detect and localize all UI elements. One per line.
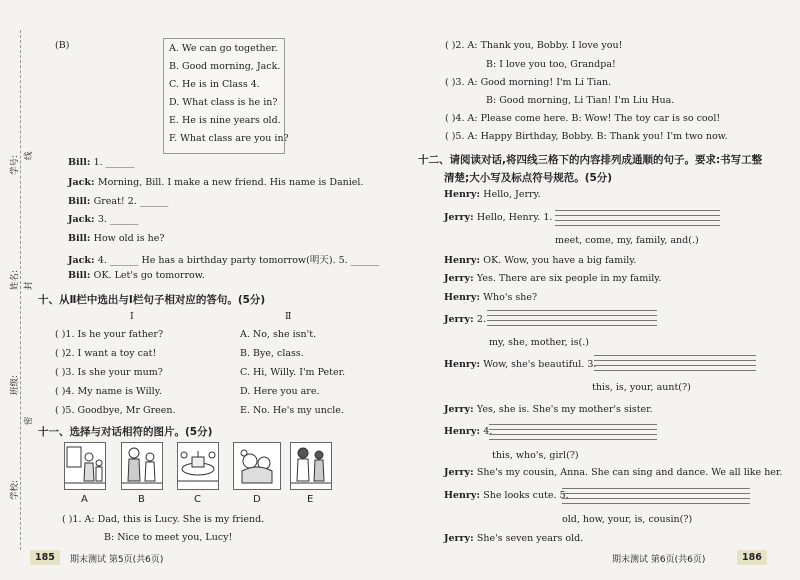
dialog-line bbox=[68, 233, 164, 244]
four-line-grid[interactable] bbox=[594, 351, 756, 371]
speaker-name: Jack: bbox=[68, 177, 98, 188]
picture-label-a: A bbox=[81, 494, 88, 505]
match-question: ( )4. My name is Willy. bbox=[55, 386, 162, 397]
speaker-name: Jerry: bbox=[444, 404, 477, 415]
dialog-line bbox=[444, 490, 569, 501]
footer-left: 期末测试 第5页(共6页) bbox=[70, 555, 164, 565]
dialog-text: Yes, she is. She's my mother's sister. bbox=[476, 404, 653, 415]
four-line-grid[interactable] bbox=[562, 484, 750, 504]
dialog-text: She's seven years old. bbox=[476, 533, 584, 544]
dialog-text: 3. ______ bbox=[97, 214, 139, 225]
dialog-line bbox=[444, 273, 661, 284]
match-answer: B. Bye, class. bbox=[240, 348, 304, 359]
q4-line: ( )4. A: Please come here. B: Wow! The toy car is so cool! bbox=[445, 113, 721, 124]
dialog-text: Hello, Jerry. bbox=[483, 189, 541, 200]
dialog-line bbox=[444, 189, 541, 200]
school-label: 学校: bbox=[10, 480, 20, 500]
dialog-text: Great! 2. ______ bbox=[93, 196, 169, 207]
dialog-line bbox=[444, 255, 636, 266]
page-number-left: 185 bbox=[30, 552, 60, 563]
match-answer: A. No, she isn't. bbox=[240, 329, 317, 340]
speaker-name: Jack: bbox=[68, 255, 98, 266]
dialog-line bbox=[444, 533, 583, 544]
match-question: ( )2. I want a toy cat! bbox=[55, 348, 157, 359]
word-prompt bbox=[592, 382, 691, 393]
q3-line-b: B: Good morning, Li Tian! I'm Liu Hua. bbox=[486, 95, 675, 106]
dialog-line bbox=[444, 359, 596, 370]
section-10-title: 十、从Ⅱ栏中选出与Ⅰ栏句子相对应的答句。(5分) bbox=[38, 294, 266, 306]
dialog-text: 4. bbox=[483, 426, 493, 437]
dialog-text: this, is, your, aunt(?) bbox=[592, 382, 691, 393]
q2-line-a: ( )2. A: Thank you, Bobby. I love you! bbox=[445, 40, 623, 51]
options-box bbox=[163, 38, 289, 154]
footer-right: 期末测试 第6页(共6页) bbox=[612, 555, 706, 565]
dialog-text: 2. bbox=[476, 314, 486, 325]
match-answer: E. No. He's my uncle. bbox=[240, 405, 344, 416]
dialog-text: OK. Let's go tomorrow. bbox=[93, 270, 205, 281]
page-number-right: 186 bbox=[737, 552, 767, 563]
speaker-name: Jack: bbox=[68, 214, 98, 225]
dialog-text: 4. ______ He has a birthday party tomorrow(明天). 5. ______ bbox=[97, 255, 380, 266]
column-i-header: Ⅰ bbox=[130, 311, 134, 322]
picture-a bbox=[64, 442, 106, 490]
dialog-text: Yes. There are six people in my family. bbox=[476, 273, 662, 284]
class-label: 班级: bbox=[10, 375, 20, 395]
option-a: A. We can go together. bbox=[169, 43, 278, 54]
option-c: C. He is in Class 4. bbox=[169, 79, 260, 90]
dialog-text: How old is he? bbox=[93, 233, 165, 244]
dialog-line bbox=[68, 214, 138, 225]
dialog-text: OK. Wow, you have a big family. bbox=[483, 255, 637, 266]
dialog-text: meet, come, my, family, and(.) bbox=[555, 235, 699, 246]
picture-label-e: E bbox=[307, 494, 314, 505]
speaker-name: Bill: bbox=[68, 270, 94, 281]
dialog-text: She looks cute. 5. bbox=[483, 490, 569, 501]
speaker-name: Jerry: bbox=[444, 314, 477, 325]
speaker-name: Jerry: bbox=[444, 533, 477, 544]
speaker-name: Bill: bbox=[68, 157, 94, 168]
q3-line-a: ( )3. A: Good morning! I'm Li Tian. bbox=[445, 77, 612, 88]
q1-line-b: B: Nice to meet you, Lucy! bbox=[104, 532, 233, 543]
picture-label-b: B bbox=[138, 494, 145, 505]
section-11-title: 十一、选择与对话相符的图片。(5分) bbox=[38, 426, 213, 438]
dialog-text: my, she, mother, is(.) bbox=[489, 337, 589, 348]
dialog-line bbox=[68, 157, 134, 168]
picture-d bbox=[233, 442, 281, 490]
dialog-text: this, who's, girl(?) bbox=[492, 450, 579, 461]
match-question: ( )3. Is she your mum? bbox=[55, 367, 163, 378]
speaker-name: Bill: bbox=[68, 196, 94, 207]
match-answer: D. Here you are. bbox=[240, 386, 320, 397]
section-12-subtitle: 清楚;大小写及标点符号规范。(5分) bbox=[444, 172, 613, 184]
four-line-grid[interactable] bbox=[489, 420, 657, 440]
word-prompt bbox=[555, 235, 699, 246]
binding-mark-mi: 密 bbox=[24, 416, 34, 425]
option-b: B. Good morning, Jack. bbox=[169, 61, 281, 72]
dialog-text: She's my cousin, Anna. She can sing and dance. We all like her. bbox=[476, 467, 783, 478]
dialog-text: Wow, she's beautiful. 3. bbox=[483, 359, 597, 370]
dialog-text: Who's she? bbox=[483, 292, 538, 303]
dialog-line bbox=[68, 270, 205, 281]
part-b-label: (B) bbox=[55, 40, 70, 51]
student-id-label: 学号: bbox=[10, 155, 20, 175]
binding-line bbox=[20, 30, 21, 550]
word-prompt bbox=[489, 337, 589, 348]
speaker-name: Jerry: bbox=[444, 212, 477, 223]
dialog-line bbox=[68, 177, 363, 188]
binding-mark-feng: 封 bbox=[24, 281, 34, 290]
binding-mark-xian: 线 bbox=[24, 151, 34, 160]
speaker-name: Bill: bbox=[68, 233, 94, 244]
dialog-text: 1. ______ bbox=[93, 157, 135, 168]
dialog-line bbox=[444, 426, 492, 437]
picture-e bbox=[290, 442, 332, 490]
dialog-text: Hello, Henry. 1. bbox=[476, 212, 553, 223]
q1-line-a: ( )1. A: Dad, this is Lucy. She is my friend. bbox=[62, 514, 265, 525]
speaker-name: Henry: bbox=[444, 490, 484, 501]
dialog-line bbox=[444, 314, 486, 325]
match-question: ( )1. Is he your father? bbox=[55, 329, 164, 340]
picture-label-c: C bbox=[194, 494, 201, 505]
dialog-text: Morning, Bill. I make a new friend. His name is Daniel. bbox=[97, 177, 364, 188]
dialog-text: old, how, your, is, cousin(?) bbox=[562, 514, 693, 525]
match-question: ( )5. Goodbye, Mr Green. bbox=[55, 405, 176, 416]
q5-line: ( )5. A: Happy Birthday, Bobby. B: Thank you! I'm two now. bbox=[445, 131, 728, 142]
section-12-title: 十二、请阅读对话,将四线三格下的内容排列成通顺的句子。要求:书写工整 bbox=[418, 154, 763, 166]
picture-b bbox=[121, 442, 163, 490]
option-e: E. He is nine years old. bbox=[169, 115, 281, 126]
option-f: F. What class are you in? bbox=[169, 133, 289, 144]
speaker-name: Jerry: bbox=[444, 273, 477, 284]
match-answer: C. Hi, Willy. I'm Peter. bbox=[240, 367, 346, 378]
dialog-line bbox=[444, 292, 537, 303]
dialog-line bbox=[444, 467, 782, 478]
student-name-label: 姓名: bbox=[10, 270, 20, 290]
dialog-line bbox=[444, 212, 552, 223]
option-d: D. What class is he in? bbox=[169, 97, 278, 108]
column-ii-header: Ⅱ bbox=[285, 311, 292, 322]
dialog-line bbox=[68, 196, 168, 207]
picture-c bbox=[177, 442, 219, 490]
word-prompt bbox=[562, 514, 692, 525]
picture-label-d: D bbox=[253, 494, 261, 505]
dialog-line bbox=[68, 252, 379, 266]
word-prompt bbox=[492, 450, 579, 461]
speaker-name: Henry: bbox=[444, 426, 484, 437]
speaker-name: Henry: bbox=[444, 292, 484, 303]
speaker-name: Henry: bbox=[444, 189, 484, 200]
q2-line-b: B: I love you too, Grandpa! bbox=[486, 59, 616, 70]
dialog-line bbox=[444, 404, 653, 415]
speaker-name: Henry: bbox=[444, 359, 484, 370]
speaker-name: Henry: bbox=[444, 255, 484, 266]
speaker-name: Jerry: bbox=[444, 467, 477, 478]
four-line-grid[interactable] bbox=[487, 306, 657, 326]
four-line-grid[interactable] bbox=[555, 206, 720, 226]
